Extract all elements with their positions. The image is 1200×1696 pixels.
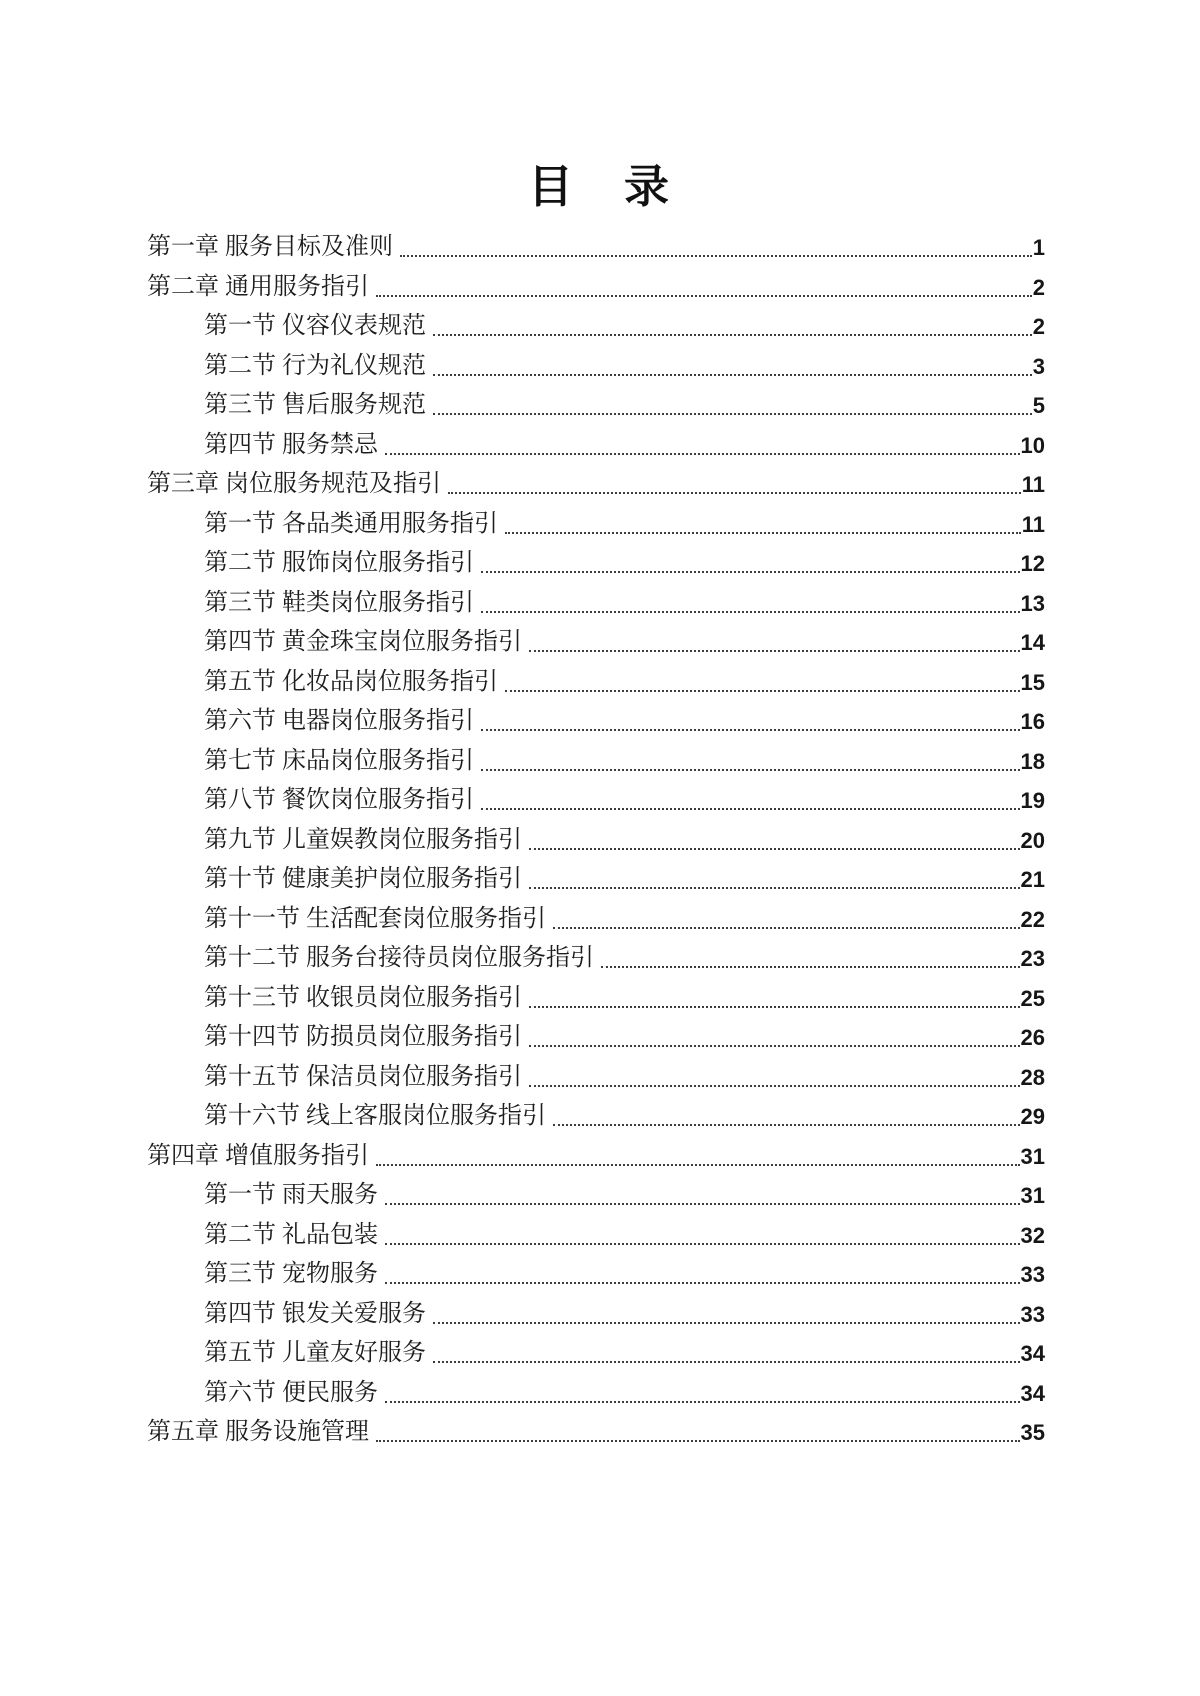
toc-dot-leader (481, 571, 1020, 573)
toc-entry-label: 第一节 雨天服务 (204, 1182, 378, 1208)
toc-list (147, 228, 1045, 1453)
toc-entry-label: 第八节 餐饮岗位服务指引 (204, 787, 474, 813)
toc-entry-label: 第一节 仪容仪表规范 (204, 313, 426, 339)
toc-entry[interactable] (147, 1018, 1045, 1058)
toc-entry[interactable] (147, 465, 1045, 505)
toc-entry[interactable] (147, 1295, 1045, 1335)
toc-entry-page-number: 11 (1021, 511, 1045, 537)
toc-entry-page-number: 31 (1020, 1143, 1045, 1169)
toc-entry-page-number: 3 (1032, 353, 1045, 379)
toc-entry[interactable] (147, 1413, 1045, 1453)
toc-entry[interactable] (147, 1097, 1045, 1137)
toc-dot-leader (529, 887, 1020, 889)
toc-dot-leader (529, 1045, 1020, 1047)
toc-entry-page-number: 2 (1032, 314, 1045, 339)
toc-entry-page-number: 34 (1020, 1341, 1045, 1366)
toc-entry-page-number: 2 (1032, 274, 1045, 300)
toc-dot-leader (376, 1164, 1020, 1166)
toc-dot-leader (481, 769, 1020, 771)
toc-entry-page-number: 19 (1020, 788, 1045, 813)
toc-entry-label: 第十二节 服务台接待员岗位服务指引 (204, 945, 594, 971)
toc-dot-leader (481, 611, 1020, 613)
toc-entry-label: 第四节 银发关爱服务 (204, 1300, 426, 1327)
toc-dot-leader (385, 1282, 1020, 1284)
toc-entry-label: 第二章 通用服务指引 (147, 273, 369, 300)
toc-entry-page-number: 22 (1020, 906, 1045, 932)
toc-entry-page-number: 33 (1020, 1262, 1045, 1287)
toc-entry[interactable] (147, 623, 1045, 663)
toc-entry-page-number: 16 (1020, 709, 1045, 734)
toc-entry[interactable] (147, 426, 1045, 466)
toc-dot-leader (376, 1440, 1020, 1442)
toc-entry-label: 第五节 化妆品岗位服务指引 (204, 668, 498, 695)
toc-entry[interactable] (147, 386, 1045, 426)
toc-dot-leader (481, 808, 1020, 810)
toc-entry-label: 第十节 健康美护岗位服务指引 (204, 866, 522, 892)
toc-title: 目 录 (527, 162, 672, 212)
toc-entry[interactable] (147, 505, 1045, 545)
toc-entry[interactable] (147, 584, 1045, 624)
toc-entry-label: 第三节 售后服务规范 (204, 392, 426, 418)
toc-entry-label: 第十六节 线上客服岗位服务指引 (204, 1103, 546, 1129)
toc-entry-page-number: 1 (1032, 235, 1045, 260)
toc-dot-leader (376, 295, 1032, 297)
toc-dot-leader (505, 690, 1020, 692)
toc-entry-label: 第三节 鞋类岗位服务指引 (204, 589, 474, 616)
toc-entry-label: 第七节 床品岗位服务指引 (204, 747, 474, 774)
toc-entry-label: 第四章 增值服务指引 (147, 1142, 369, 1169)
toc-entry-page-number: 15 (1020, 669, 1045, 695)
toc-entry-page-number: 23 (1020, 946, 1045, 971)
toc-entry-page-number: 13 (1020, 590, 1045, 616)
toc-entry[interactable] (147, 1374, 1045, 1414)
toc-entry-label: 第四节 服务禁忌 (204, 431, 378, 458)
toc-dot-leader (433, 1322, 1020, 1324)
toc-entry-page-number: 11 (1021, 472, 1045, 497)
toc-entry-label: 第二节 服饰岗位服务指引 (204, 550, 474, 576)
toc-entry-label: 第二节 礼品包装 (204, 1221, 378, 1248)
toc-entry-page-number: 5 (1032, 393, 1045, 418)
toc-entry[interactable] (147, 1176, 1045, 1216)
toc-entry[interactable] (147, 821, 1045, 861)
toc-dot-leader (529, 650, 1020, 652)
toc-entry[interactable] (147, 900, 1045, 940)
toc-entry-label: 第六节 电器岗位服务指引 (204, 708, 474, 734)
toc-dot-leader (385, 1401, 1020, 1403)
toc-entry[interactable] (147, 742, 1045, 782)
toc-dot-leader (601, 966, 1020, 968)
toc-entry-label: 第五章 服务设施管理 (147, 1419, 369, 1445)
toc-dot-leader (385, 1243, 1020, 1245)
toc-dot-leader (529, 1006, 1020, 1008)
toc-entry-page-number: 28 (1020, 1064, 1045, 1090)
toc-entry-page-number: 32 (1020, 1222, 1045, 1248)
toc-entry-page-number: 35 (1020, 1420, 1045, 1445)
toc-entry-label: 第十三节 收银员岗位服务指引 (204, 984, 522, 1011)
toc-dot-leader (553, 1124, 1020, 1126)
toc-entry-label: 第一章 服务目标及准则 (147, 234, 393, 260)
toc-entry[interactable] (147, 268, 1045, 308)
toc-entry-page-number: 18 (1020, 748, 1045, 774)
toc-entry[interactable] (147, 702, 1045, 742)
toc-entry-label: 第十四节 防损员岗位服务指引 (204, 1024, 522, 1050)
toc-entry-page-number: 21 (1020, 867, 1045, 892)
toc-dot-leader (385, 453, 1020, 455)
toc-dot-leader (433, 334, 1032, 336)
toc-dot-leader (433, 1361, 1020, 1363)
toc-entry[interactable] (147, 228, 1045, 268)
toc-entry[interactable] (147, 1255, 1045, 1295)
toc-entry-label: 第五节 儿童友好服务 (204, 1340, 426, 1366)
toc-entry-label: 第九节 儿童娱教岗位服务指引 (204, 826, 522, 853)
toc-dot-leader (400, 255, 1032, 257)
toc-dot-leader (505, 532, 1021, 534)
toc-entry-label: 第四节 黄金珠宝岗位服务指引 (204, 629, 522, 655)
toc-entry[interactable] (147, 307, 1045, 347)
toc-entry-page-number: 26 (1020, 1025, 1045, 1050)
toc-entry-page-number: 31 (1020, 1183, 1045, 1208)
toc-entry-label: 第六节 便民服务 (204, 1379, 378, 1406)
toc-entry[interactable] (147, 1216, 1045, 1256)
toc-entry[interactable] (147, 860, 1045, 900)
toc-dot-leader (433, 413, 1032, 415)
toc-entry-page-number: 29 (1020, 1104, 1045, 1129)
toc-entry-label: 第三章 岗位服务规范及指引 (147, 471, 441, 497)
toc-dot-leader (481, 729, 1020, 731)
toc-dot-leader (385, 1203, 1020, 1205)
toc-entry-page-number: 33 (1020, 1301, 1045, 1327)
toc-entry-label: 第三节 宠物服务 (204, 1261, 378, 1287)
toc-entry-label: 第十一节 生活配套岗位服务指引 (204, 905, 546, 932)
toc-entry[interactable] (147, 781, 1045, 821)
toc-entry-label: 第十五节 保洁员岗位服务指引 (204, 1063, 522, 1090)
toc-entry[interactable] (147, 979, 1045, 1019)
toc-entry-label: 第一节 各品类通用服务指引 (204, 510, 498, 537)
toc-dot-leader (529, 1085, 1020, 1087)
toc-dot-leader (448, 492, 1021, 494)
toc-entry-page-number: 10 (1020, 432, 1045, 458)
toc-entry-page-number: 20 (1020, 827, 1045, 853)
toc-entry-page-number: 34 (1020, 1380, 1045, 1406)
toc-entry[interactable] (147, 347, 1045, 387)
toc-entry-page-number: 12 (1020, 551, 1045, 576)
toc-entry-label: 第二节 行为礼仪规范 (204, 352, 426, 379)
toc-entry[interactable] (147, 1058, 1045, 1098)
toc-entry-page-number: 25 (1020, 985, 1045, 1011)
toc-entry[interactable] (147, 939, 1045, 979)
toc-dot-leader (433, 374, 1032, 376)
toc-dot-leader (529, 848, 1020, 850)
toc-entry[interactable] (147, 1334, 1045, 1374)
toc-entry[interactable] (147, 663, 1045, 703)
toc-entry[interactable] (147, 544, 1045, 584)
toc-entry-page-number: 14 (1020, 630, 1045, 655)
toc-entry[interactable] (147, 1137, 1045, 1177)
toc-dot-leader (553, 927, 1020, 929)
